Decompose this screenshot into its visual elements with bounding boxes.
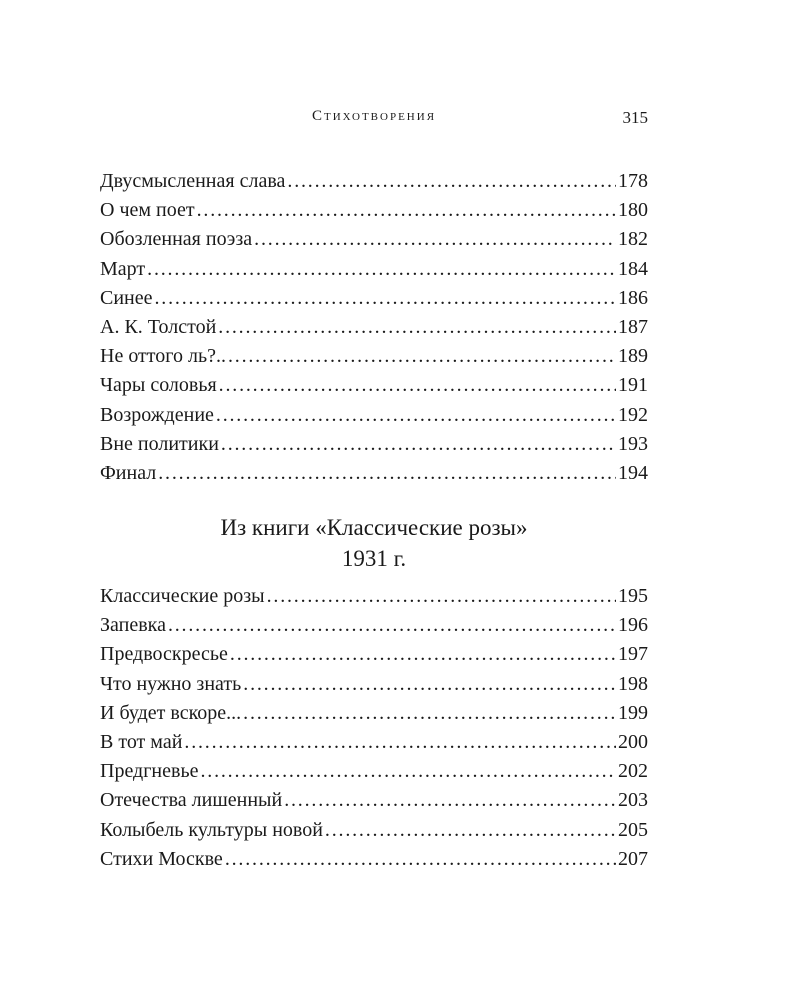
toc-entry — [100, 258, 648, 287]
dot-leader — [184, 731, 616, 754]
toc-entry-page: 200 — [618, 730, 648, 753]
toc-entry — [100, 404, 648, 433]
section-title: Из книги «Классические розы» — [220, 515, 528, 540]
dot-leader — [267, 585, 616, 608]
toc-entry-title: Что нужно знать — [100, 672, 242, 695]
toc-entry-title: Колыбель культуры новой — [100, 818, 323, 841]
toc-entry-page: 191 — [618, 374, 648, 397]
toc-entry-page: 196 — [618, 614, 648, 637]
section-heading — [100, 512, 648, 574]
dot-leader — [325, 819, 616, 842]
toc-entry-page: 178 — [618, 170, 648, 192]
toc-entry-title: Предвоскресье — [100, 643, 228, 666]
dot-leader — [168, 614, 616, 637]
toc-entry-page: 198 — [618, 672, 648, 695]
toc-list-part2 — [100, 585, 648, 877]
toc-entry-page: 193 — [618, 432, 648, 455]
toc-entry-title: Запевка — [100, 614, 166, 637]
dot-leader — [243, 702, 616, 725]
toc-entry-title: И будет вскоре... — [100, 701, 242, 724]
toc-entry-page: 180 — [618, 199, 648, 222]
toc-entry-page: 207 — [618, 847, 648, 870]
dot-leader — [243, 673, 616, 696]
dot-leader — [287, 170, 616, 193]
toc-entry-title: В тот май — [100, 730, 183, 753]
toc-entry — [100, 287, 648, 316]
dot-leader — [200, 760, 616, 783]
toc-entry — [100, 848, 648, 877]
toc-entry-title: Двусмысленная слава — [100, 170, 286, 192]
dot-leader — [216, 404, 616, 427]
toc-entry-page: 189 — [618, 345, 648, 368]
toc-entry — [100, 462, 648, 491]
toc-entry-page: 194 — [618, 461, 648, 484]
toc-entry-title: Возрождение — [100, 403, 214, 426]
toc-entry-page: 195 — [618, 585, 648, 607]
toc-entry-page: 186 — [618, 286, 648, 309]
toc-entry-title: Финал — [100, 461, 157, 484]
toc-entry — [100, 433, 648, 462]
dot-leader — [225, 848, 616, 871]
toc-entry — [100, 702, 648, 731]
dot-leader — [158, 462, 616, 485]
section-year: 1931 г. — [341, 546, 407, 571]
dot-leader — [155, 287, 617, 310]
toc-entry-page: 187 — [618, 315, 648, 338]
toc-entry — [100, 585, 648, 614]
toc-entry — [100, 170, 648, 199]
toc-entry-title: Стихи Москве — [100, 847, 223, 870]
toc-entry-page: 205 — [618, 818, 648, 841]
toc-entry-page: 182 — [618, 228, 648, 251]
toc-entry-page: 199 — [618, 701, 648, 724]
toc-entry-page: 197 — [618, 643, 648, 666]
dot-leader — [218, 316, 616, 339]
toc-entry-title: Обозленная поэза — [100, 228, 253, 251]
toc-entry — [100, 760, 648, 789]
page-number: 315 — [622, 108, 648, 127]
toc-list-part1 — [100, 170, 648, 491]
toc-entry — [100, 345, 648, 374]
toc-entry-title: А. К. Толстой — [100, 315, 217, 338]
toc-entry — [100, 228, 648, 257]
toc-entry-title: Предгневье — [100, 760, 199, 783]
toc-entry-title: Синее — [100, 286, 153, 309]
toc-entry — [100, 374, 648, 403]
toc-entry — [100, 789, 648, 818]
toc-entry-title: Классические розы — [100, 585, 265, 607]
toc-entry-page: 192 — [618, 403, 648, 426]
dot-leader — [284, 789, 616, 812]
running-title: Стихотворения — [311, 108, 437, 124]
toc-entry-title: Вне политики — [100, 432, 219, 455]
toc-entry-page: 203 — [618, 789, 648, 812]
toc-entry — [100, 643, 648, 672]
toc-entry — [100, 199, 648, 228]
toc-entry — [100, 673, 648, 702]
dot-leader — [230, 643, 616, 666]
toc-entry-page: 202 — [618, 760, 648, 783]
toc-entry-page: 184 — [618, 257, 648, 280]
toc-entry — [100, 316, 648, 345]
toc-entry-title: Отечества лишенный — [100, 789, 283, 812]
toc-entry-title: Март — [100, 257, 146, 280]
dot-leader — [147, 258, 616, 281]
dot-leader — [219, 374, 616, 397]
toc-entry — [100, 614, 648, 643]
dot-leader — [221, 433, 616, 456]
dot-leader — [254, 228, 616, 251]
toc-entry-title: Чары соловья — [100, 374, 217, 397]
toc-entry-title: О чем поет — [100, 199, 195, 222]
toc-entry — [100, 731, 648, 760]
toc-entry — [100, 819, 648, 848]
toc-entry-title: Не оттого ль?.. — [100, 345, 226, 368]
running-head — [100, 108, 648, 132]
dot-leader — [197, 199, 616, 222]
dot-leader — [228, 345, 616, 368]
